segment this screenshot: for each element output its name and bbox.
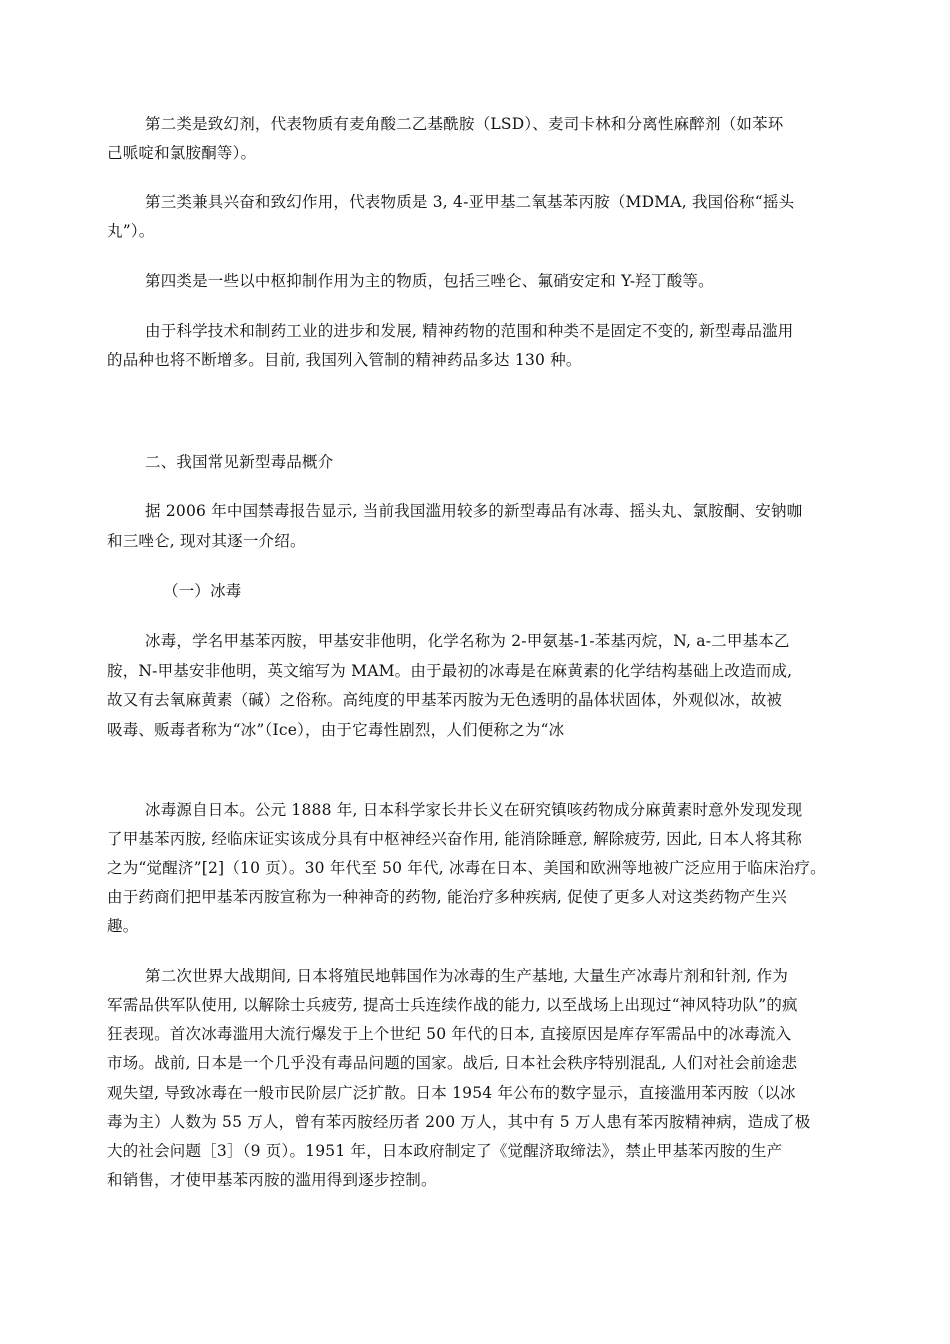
text-line: 第三类兼具兴奋和致幻作用，代表物质是 3, 4-亚甲基二氧基苯丙胺（MDMA, 我国俗称“摇头	[145, 193, 795, 211]
text-line: 观失望, 导致冰毒在一般市民阶层广泛扩散。日本 1954 年公布的数字显示，直接滥用苯丙胺（以冰	[107, 1084, 796, 1102]
text-line: 狂表现。首次冰毒滥用大流行爆发于上个世纪 50 年代的日本, 直接原因是库存军需品中的冰毒流入	[107, 1025, 792, 1043]
text-line: 丸”）。	[107, 222, 155, 240]
text-line: 毒为主）人数为 55 万人，曾有苯丙胺经历者 200 万人，其中有 5 万人患有苯丙胺精神病，造成了极	[107, 1113, 811, 1131]
text-line: 军需品供军队使用, 以解除士兵疲劳, 提高士兵连续作战的能力, 以至战场上出现过“神风特功队”的疯	[107, 996, 798, 1014]
text-line: 和三唑仑, 现对其逐一介绍。	[107, 532, 306, 550]
text-line: 据 2006 年中国禁毒报告显示, 当前我国滥用较多的新型毒品有冰毒、摇头丸、氯胺酮、安钠咖	[145, 502, 803, 520]
section-heading: 二、我国常见新型毒品概介	[145, 453, 334, 471]
text-line: 市场。战前, 日本是一个几乎没有毒品问题的国家。战后, 日本社会秩序特别混乱, 人们对社会前途悲	[107, 1054, 798, 1072]
text-line: 和销售，才使甲基苯丙胺的滥用得到逐步控制。	[107, 1171, 437, 1189]
text-line: 由于科学技术和制药工业的进步和发展, 精神药物的范围和种类不是固定不变的, 新型毒品滥用	[145, 322, 794, 340]
text-line: 了甲基苯丙胺, 经临床证实该成分具有中枢神经兴奋作用, 能消除睡意, 解除疲劳, 因此, 日本人将其称	[107, 830, 802, 848]
text-line: 故又有去氧麻黄素（碱）之俗称。高纯度的甲基苯丙胺为无色透明的晶体状固体，外观似冰，故被	[107, 691, 783, 709]
text-line: 大的社会问题［3］（9 页）。1951 年，日本政府制定了《觉醒济取缔法》，禁止甲基苯丙胺的生产	[107, 1142, 783, 1160]
text-line: 之为“觉醒济”[2]（10 页）。30 年代至 50 年代, 冰毒在日本、美国和欧洲等地被广泛应用于临床治疗。	[107, 859, 826, 877]
text-line: 胺，N-甲基安非他明，英文缩写为 MAM。由于最初的冰毒是在麻黄素的化学结构基础上改造而成,	[107, 662, 793, 680]
text-line: 第四类是一些以中枢抑制作用为主的物质，包括三唑仑、氟硝安定和 Y-羟丁酸等。	[145, 272, 714, 290]
text-line: 第二次世界大战期间, 日本将殖民地韩国作为冰毒的生产基地, 大量生产冰毒片剂和针剂, 作为	[145, 967, 789, 985]
text-line: 第二类是致幻剂，代表物质有麦角酸二乙基酰胺（LSD）、麦司卡林和分离性麻醉剂（如苯环	[145, 115, 784, 133]
text-line: 己哌啶和氯胺酮等）。	[107, 144, 257, 162]
text-line: 吸毒、贩毒者称为“冰”（Ice），由于它毒性剧烈，人们便称之为“冰	[107, 721, 565, 739]
text-line: 冰毒源自日本。公元 1888 年, 日本科学家长井长义在研究镇咳药物成分麻黄素时意外发现发现	[145, 801, 803, 819]
text-line: 趣。	[107, 917, 139, 935]
text-line: 的品种也将不断增多。目前, 我国列入管制的精神药品多达 130 种。	[107, 351, 582, 369]
text-line: 由于药商们把甲基苯丙胺宣称为一种神奇的药物, 能治疗多种疾病, 促使了更多人对这类药物产生兴	[107, 888, 787, 906]
subsection-heading: （一）冰毒	[163, 582, 242, 600]
text-line: 冰毒，学名甲基苯丙胺，甲基安非他明，化学名称为 2-甲氨基-1-苯基丙烷，N, a-二甲基本乙	[145, 632, 790, 650]
